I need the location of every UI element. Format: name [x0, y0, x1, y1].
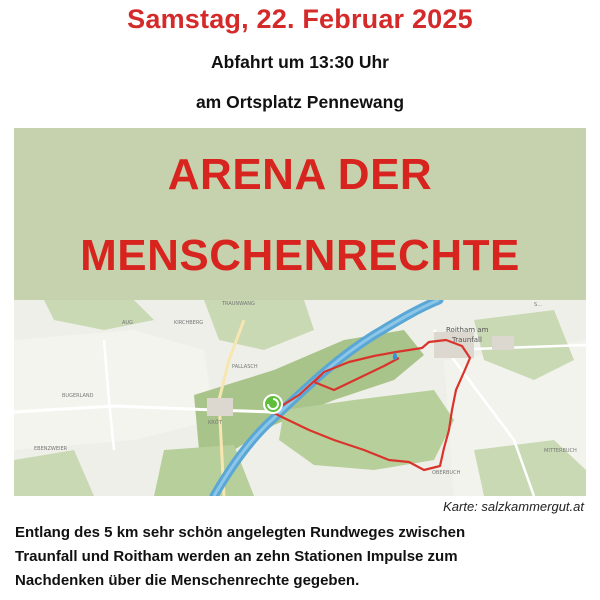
label-roitham: Roitham am [446, 326, 489, 334]
title-line-1: ARENA DER [167, 150, 433, 199]
title-line-2: MENSCHENRECHTE [80, 231, 520, 280]
label-traunwang: TRAUNWANG [222, 301, 255, 307]
route-map [14, 300, 586, 496]
map-graphic [14, 300, 586, 496]
departure-time: Abfahrt um 13:30 Uhr [211, 52, 389, 72]
label-kroit: KRÖT [208, 420, 222, 426]
label-bugerland: BUGERLAND [62, 393, 94, 399]
label-kirchberg: KIRCHBERG [174, 320, 204, 326]
label-top: S... [534, 302, 542, 308]
description-line-1: Entlang des 5 km sehr schön angelegten Rundweges zwischen [15, 524, 466, 541]
label-traunfall: Traunfall [452, 336, 482, 344]
label-mitterbuch: MITTERBUCH [544, 448, 577, 454]
event-date: Samstag, 22. Februar 2025 [127, 4, 473, 34]
label-pallasch: PALLASCH [232, 364, 258, 370]
label-oberbuch: OBERBUCH [432, 470, 461, 476]
meeting-place: am Ortsplatz Pennewang [195, 92, 405, 112]
description [15, 521, 593, 593]
map-credit: Karte: salzkammergut.at [443, 499, 584, 514]
label-aug: AUG [122, 320, 133, 326]
start-marker [264, 395, 282, 413]
map-settlement [207, 398, 233, 416]
description-line-2: Traunfall und Roitham werden an zehn Stationen Impulse zum [15, 548, 458, 565]
map-settlement [492, 336, 514, 350]
label-ebenzweier: EBENZWEIER [34, 446, 68, 452]
description-line-3: Nachdenken über die Menschenrechte gegeben. [15, 572, 360, 589]
